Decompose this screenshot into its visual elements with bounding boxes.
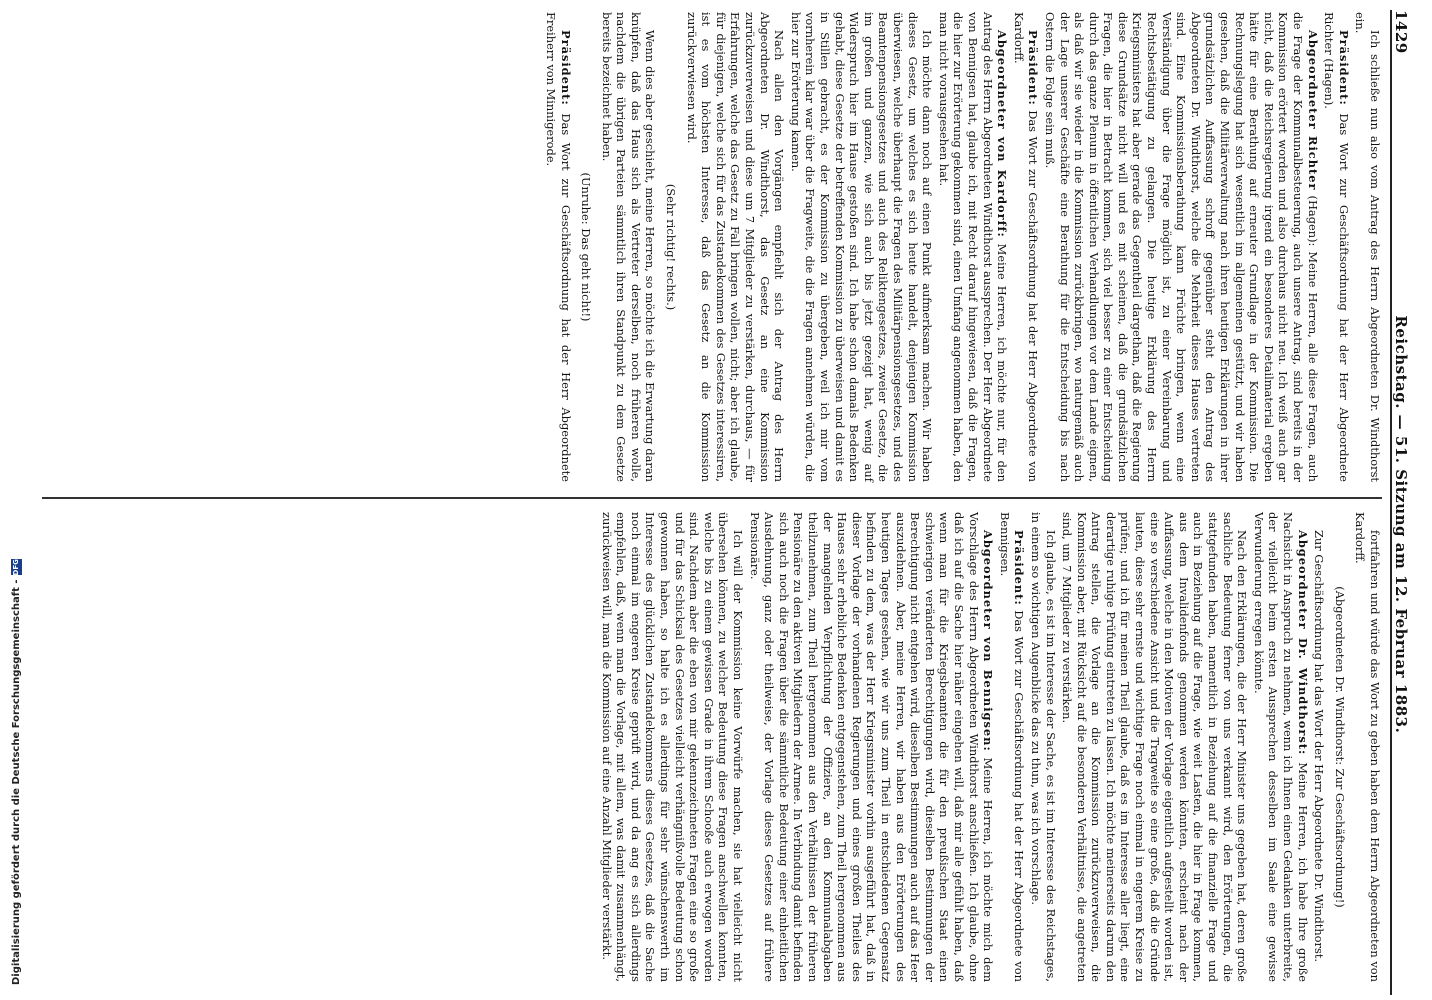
interjection: (Abgeordneten Dr. Windthorst: Zur Geschäftsordnung!): [1332, 586, 1347, 908]
speech-text: Das Wort zur Geschäftsordnung hat der Herr Abgeordnete von Kardorff.: [1011, 12, 1041, 482]
speech-paragraph: [1042, 12, 1319, 482]
paragraph: Zur Geschäftsordnung hat das Wort der Herr Abgeordnete Dr. Windthorst.: [1312, 530, 1327, 963]
speech-paragraph: [747, 512, 995, 982]
paragraph: Ich möchte dann noch auf einen Punkt aufmerksam machen. Wir haben dieses Gesetz, um welches es sich heute handelt, denjenigen Kommission überwiesen, welche überhaupt die Fragen des Militärpensionsgesetzes, und des Beamtenpensionsgesetzes und auch des Reliktengesetzes, zweier Gesetze, die im großen und ganzen, wie sich auch bis jetzt gezeigt hat, wenig auf Widerspruch hier im Hause gestoßen sind. Ich habe schon damals Bedenken gehabt, diese Gesetze der betreffenden Kommission zu überweisen und damit es in Stillen gebracht, es der Kommission zu übergeben, weil ich mir vom vornherein klar war über die Fragweite, die die Fragen annehmen würden, die hier zur Erörterung kamen.: [788, 12, 935, 482]
speaker-name: Abgeordneter von Bennigsen:: [981, 530, 996, 752]
speech-text: Das Wort zur Geschäftsordnung hat der Herr Abgeordnete Freiherr von Minnigerode.: [543, 12, 573, 482]
interjection: (Sehr richtig! rechts.): [664, 183, 679, 311]
scanned-page: [22, 0, 1422, 1000]
paragraph: Ich will der Kommission keine Vorwürfe machen, sie hat vielleicht nicht übersehen können, zu welcher Bedeutung diese Fragen anschwellen konnten, welche bis zu einem gewissen Grade in ihrem Schooße auch erwogen worden sind. Nachdem aber die eben von mir gekennzeichneten Fragen eine so große und für das Schicksal des Gesetzes vielleicht verhängnißvolle Bedeutung schon gewonnen haben, so halte ich es allerdings für sehr wünschenswerth im Interesse des glücklichen Zustandekommens dieses Gesetzes, daß die Sache noch einmal im engeren Kreise geprüft wird, und da ang es sich allerdings empfehlen, daß, wenn man die Vorlage, mit allem, was damit zusammenhängt, zurückweisen will, man die Kommission auf eine Anzahl Mitglieder verstärkt.: [599, 512, 746, 982]
running-title: Reichstag. — 51. Sitzung am 12. Februar 1883.: [1392, 315, 1410, 734]
speaker-name: Abgeordneter Richter: [1305, 30, 1320, 191]
speaker-name: Präsident:: [1026, 30, 1041, 106]
speech-paragraph: [543, 12, 572, 482]
paragraph: Wenn dies aber geschieht, meine Herren, so möchte ich die Erwartung daran knüpfen, daß das Haus sich als Vertreter derselben, noch früheren wolle, nachdem die übrigen Parteien sämmtlich ihren Standpunkt zu dem Gesetze bereits bezeichnet haben.: [599, 12, 658, 482]
speaker-name: Abgeordneter Dr. Windthorst:: [1295, 530, 1310, 756]
speaker-name: Präsident:: [1336, 30, 1351, 106]
speech-text: Das Wort zur Geschäftsordnung hat der Herr Abgeordnete von Bennigsen.: [997, 512, 1027, 982]
page-header: [1390, 10, 1414, 995]
column-divider: [42, 497, 1382, 499]
dfg-logo: DFG: [12, 559, 20, 576]
paragraph: Nach den Erklärungen, die der Herr Minister uns gegeben hat, deren große sachliche Bedeutung ferner von uns verkannt wird, den Erörterungen, die stattgefunden haben, namentlich in Beziehung auf die finanzielle Frage und auch in Beziehung auf die Frage, wie weit Lasten, die hier in Frage kommen, aus dem Invalidenfonds genommen werden könnten, erscheint nach der Auffassung, welche in den Motiven der Vorlage eigentlich aufgestellt worden ist, eine so verschiedene Ansicht und die Tragweite so eine große, daß die Gründe lauten, diese sehr ernste und wichtige Frage noch einmal in engerem Kreise zu prüfen; und ich für meinen Theil glaube, daß es im Interesse aller liegt, eine derartige ruhige Prüfung eintreten zu lassen. Ich möchte meinerseits darum den Antrag stellen, die Vorlage an die Kommission zurückzuverweisen, die Kommission aber, mit Rücksicht auf die besonderen Verhältnisse, die angetreten sind, um 7 Mitglieder zu verstärken.: [1060, 512, 1250, 982]
speech-paragraph: [997, 512, 1026, 982]
speech-paragraph: [1322, 12, 1351, 482]
text-column-right: [597, 512, 1382, 982]
credit-text: Digitalisierung gefördert durch die Deutsche Forschungsgemeinschaft -: [11, 579, 22, 985]
paragraph: Nach allen den Vorgängen empfiehlt sich der Antrag des Herrn Abgeordneten Dr. Windthorst, das Gesetz an eine Kommission zurückzuverweisen und diese um 7 Mitglieder zu verstärken, durchaus, — für Erfahrungen, welche das Gesetz zu Fall bringen wollen, nicht; aber ich glaube, für diejenigen, welche sich für das Zustandekommen des Gesetzes interessiren, ist es vom höchsten Interesse, daß das Gesetz an die Kommission zurückverwiesen wird.: [684, 12, 787, 482]
digitization-credit-strip: [0, 0, 22, 1000]
speech-text: (Hagen): Meine Herren, alle diese Fragen, auch die Frage der Kommunalbesteuerung, auch unsere Antrag, sind bereits in der Kommission erörtert worden und also durchaus nicht neu. Ich weiß auch gar nicht, daß die Reichsregierung irgend ein besonderes Detailmaterial ergeben hätte für eine Berathung auf erneuter Grundlage in der Kommission. Die Rechnungslegung hat sich wesentlich im allgemeinen gestützt, und wir haben gesehen, daß die Militärverwaltung nach ihren heutigen Erklärungen in ihrer grundsätzlichen Auffassung schroff gegenüber steht den Antrag des Abgeordneten Dr. Windthorst, welche die Mehrheit dieses Hauses vertreten sind. Eine Kommissionsberathung kann Früchte bringen, wenn eine Verständigung über die Frage möglich ist, zu einer Vereinbarung und Rechtsbestätigung zu gelangen. Die heutige Erklärung des Herrn Kriegsministers hat aber gerade das Gegentheil dargethan, daß die Regierung diese Grundsätze nicht will und es mit scheinen, daß die grundsätzlichen Fragen, die hier in Betracht kommen, sich viel besser zu einer Entscheidung durch das ganze Plenum in öffentlichen Verhandlungen vor dem Lande eignen, als daß wir sie wieder in die Kommission zurückbringen, wo naturgemäß auch der Lage unserer Geschäfte eine Berathung für die Entscheidung bis nach Ostern die Folge sein muß.: [1042, 12, 1320, 482]
speaker-name: Präsident:: [558, 30, 573, 106]
paragraph: Ich glaube, es ist im Interesse der Sache, es ist im Interesse des Reichstages, in einem so wichtigen Augenblicke das zu thun, was ich vorschlage.: [1028, 512, 1058, 982]
credit-text-container: [11, 559, 22, 985]
speech-text: Meine Herren, ich möchte mich dem Vorschlage des Herrn Abgeordneten Windthorst anschließen. Ich glaube, ohne daß ich auf die Sache hier näher eingehen will, daß mir alle gefühlt haben, daß wenn man für die Kriegsbeamten die für den preußischen Staat einen schwierigen veränderten Berechtigungen wird, dieselben Bestimmungen der Berechtigung nicht entgehen wird, dieselben Bestimmungen auch auf das Heer auszudehnen. Aber, meine Herren, wir haben aus den Erörterungen des heutigen Tages gesehen, wie wir uns zum Theil in entschiedenen Gegensatz befinden zu dem, was der Herr Kriegsminister vorhin ausgeführt hat, daß in dieser Vorlage der vorhandenen Regierungen und eines großen Theiles des Hauses sehr erhebliche Bedenken entgegenstehen, zum Theil hergenommen aus der mangelnden Verpflichtung der Offiziere, an den Kommunalabgaben theilzunehmen, zum Theil hergenommen aus den Verhältnissen der früheren Pensionäre zu den aktiven Mitgliedern der Armee. In Verbindung damit befinden sich auch noch die Fragen über die sämmtliche Bedeutung einer einheitlichen Ausdehnung, ganz oder theilweise, der Vorlage dieses Gesetzes auf frühere Pensionäre.: [747, 512, 996, 983]
speaker-name: Abgeordneter von Kardorff:: [995, 30, 1010, 238]
paragraph: Ich schließe nun also vom Antrag des Herrn Abgeordneten Dr. Windthorst ein.: [1353, 12, 1382, 482]
speech-text: Meine Herren, ich möchte nur, für den Antrag des Herrn Abgeordneten Windthorst aussprechen. Der Herr Abgeordnete von Bennigsen hat, glaube ich, mit Recht darauf hingewiesen, daß die Fragen, die hier zur Erörterung gekommen sind, einen Umfang angenommen haben, den man nicht vorausgesehen hat.: [936, 12, 1010, 482]
interjection: (Unruhe: Das geht nicht!): [579, 172, 594, 322]
speech-paragraph: [1251, 512, 1309, 982]
page-number: 1429: [1392, 10, 1410, 54]
speech-paragraph: [936, 12, 1009, 482]
speech-text: Das Wort zur Geschäftsordnung hat der Herr Abgeordnete Richter (Hagen).: [1322, 12, 1351, 482]
text-column-left: [541, 12, 1382, 482]
speaker-name: Präsident:: [1012, 530, 1027, 606]
speech-text: Meine Herren, ich habe Ihre große Nachsicht in Anspruch zu nehmen, wenn ich Ihnen einen Gedanken unterbreite, der vielleicht beim ersten Aussprechen desselben im Saale eine gewisse Verwunderung erregen könnte.: [1251, 512, 1310, 982]
speech-paragraph: [1011, 12, 1040, 482]
paragraph: fortfahren und würde das Wort zu geben haben dem Herrn Abgeordneten von Kardorff.: [1353, 512, 1382, 982]
